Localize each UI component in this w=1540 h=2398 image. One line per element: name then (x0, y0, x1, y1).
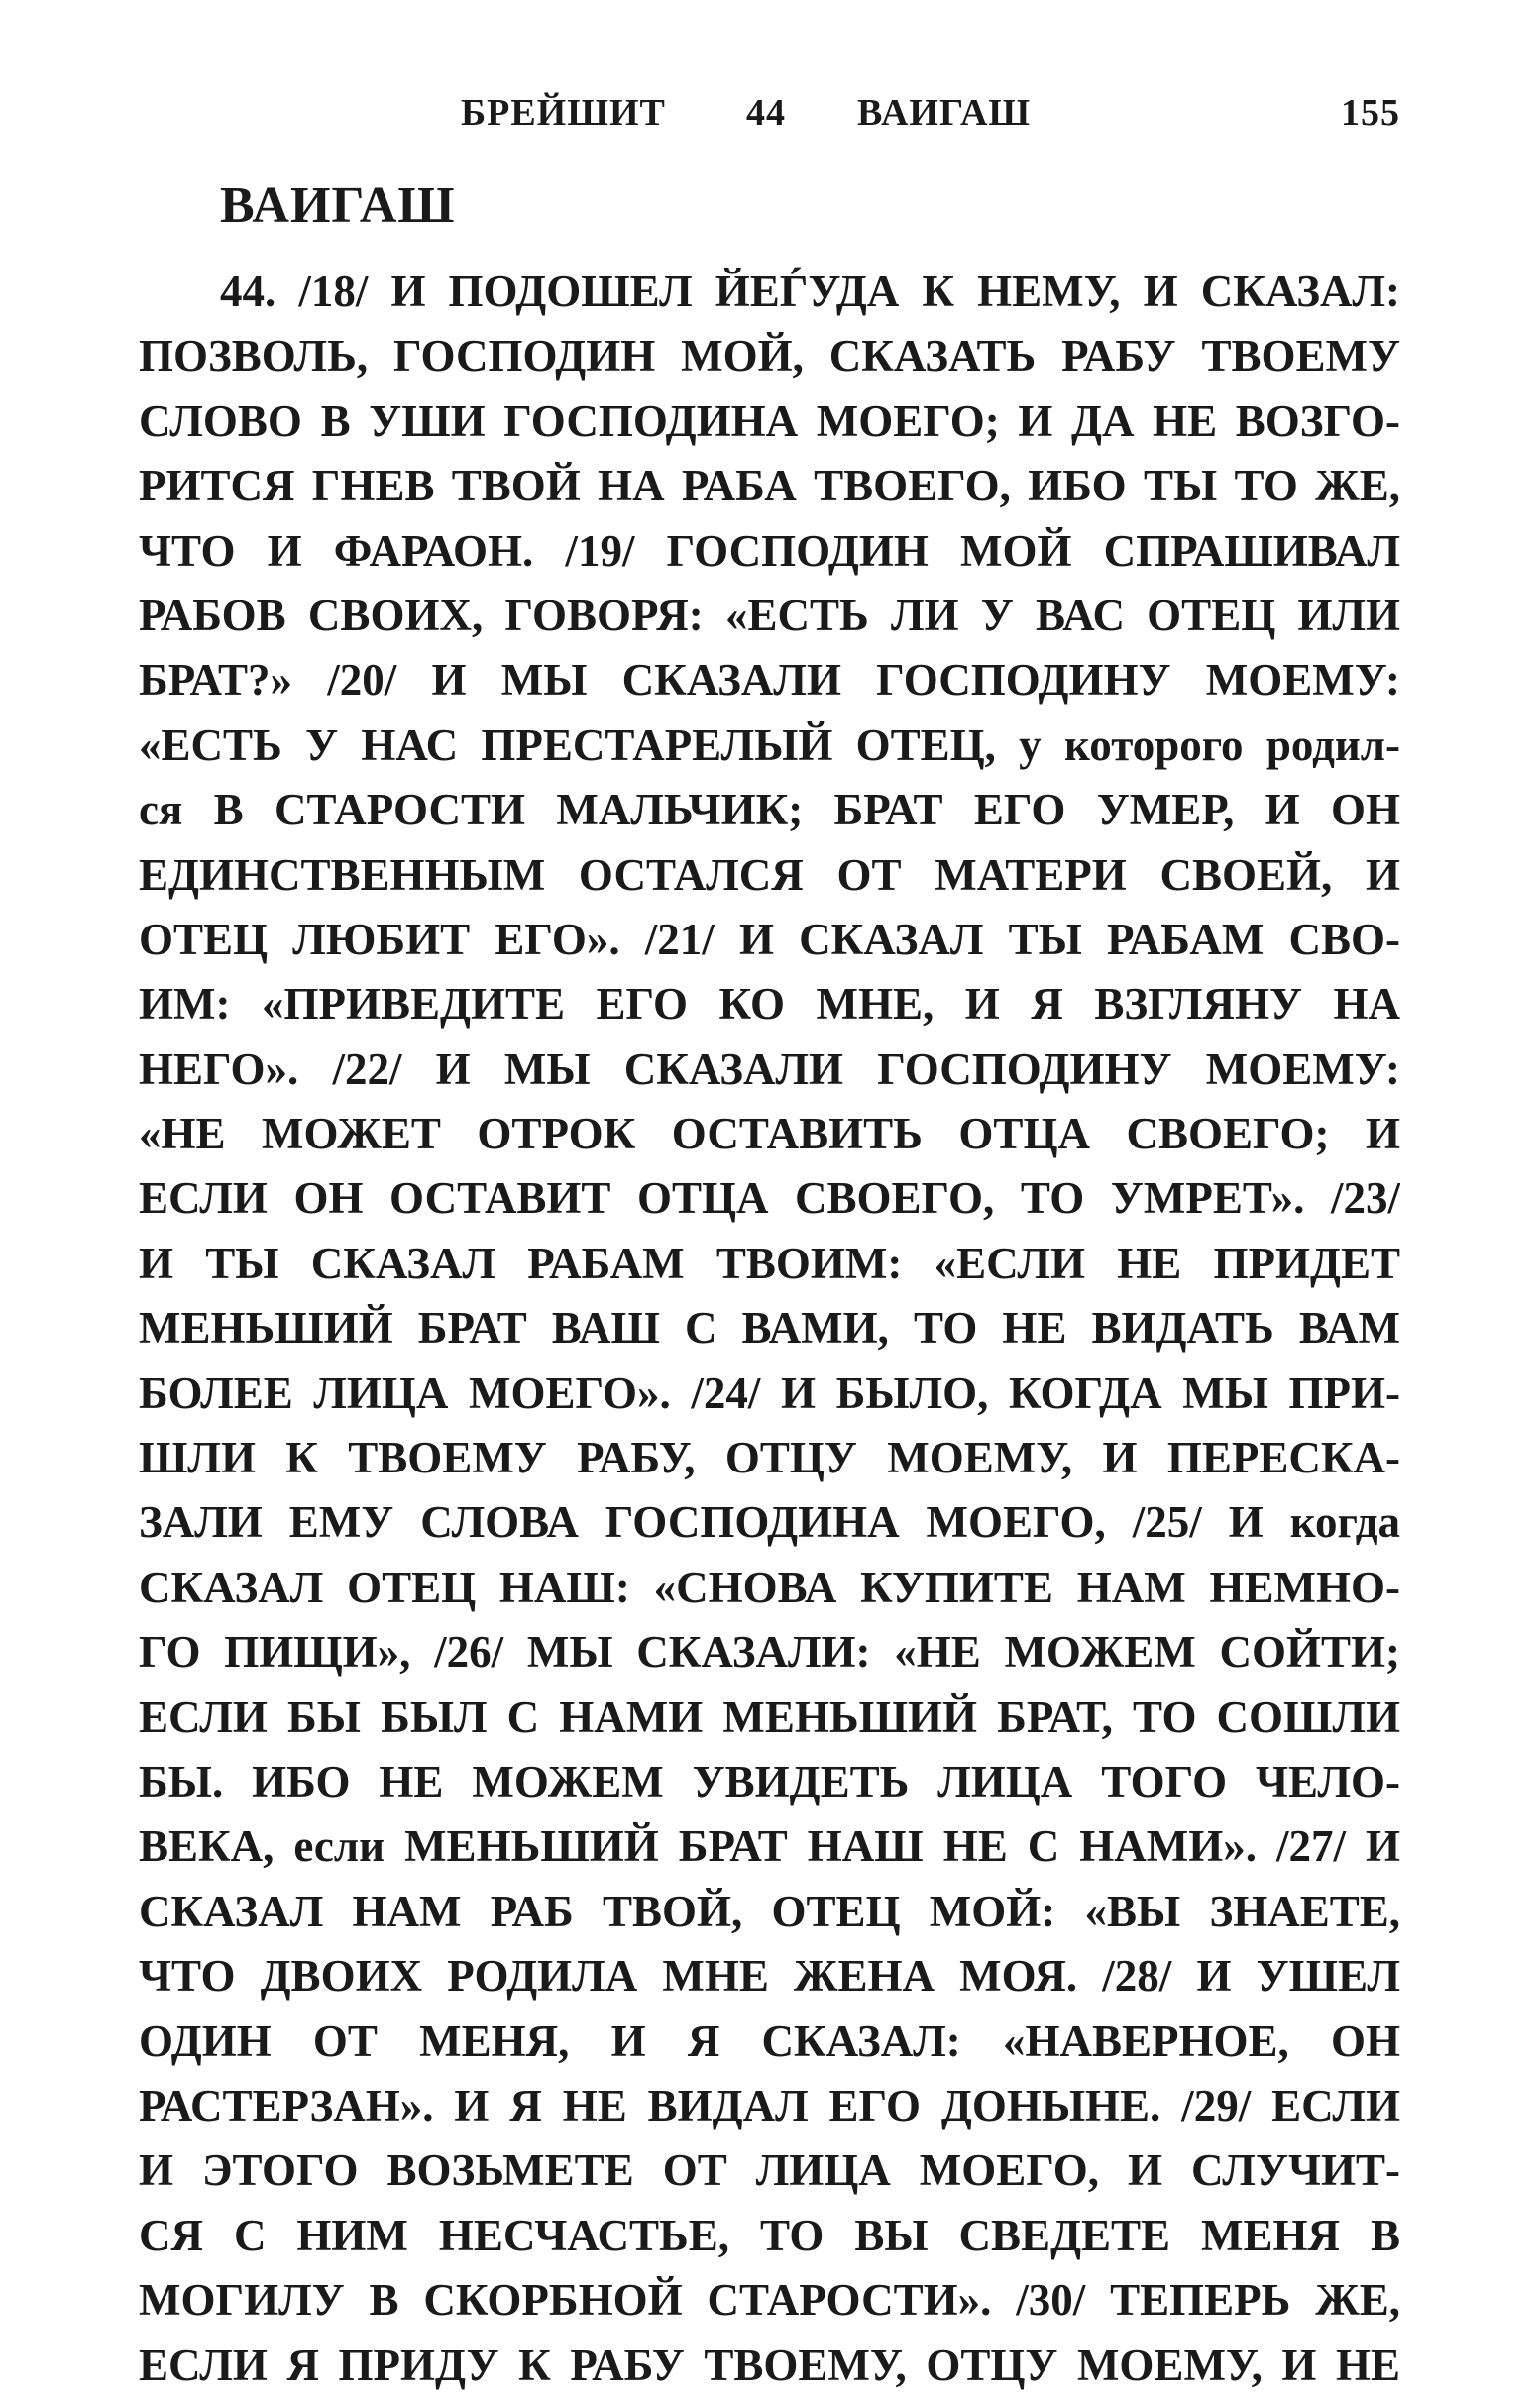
text-line: И ЭТОГО ВОЗЬМЕТЕ ОТ ЛИЦА МОЕГО, И СЛУЧИТ- (139, 2145, 1400, 2196)
text-line: И ТЫ СКАЗАЛ РАБАМ ТВОИМ: «ЕСЛИ НЕ ПРИДЕТ (139, 1238, 1400, 1288)
text-line: СЯ С НИМ НЕСЧАСТЬЕ, ТО ВЫ СВЕДЕТЕ МЕНЯ В (139, 2210, 1400, 2260)
header-portion-title: ВАИГАШ (857, 92, 1032, 134)
text-line: СЛОВО В УШИ ГОСПОДИНА МОЕГО; И ДА НЕ ВОЗГО- (139, 395, 1400, 446)
text-line: ЕСЛИ БЫ БЫЛ С НАМИ МЕНЬШИЙ БРАТ, ТО СОШЛИ (139, 1691, 1400, 1742)
text-line: НЕГО». /22/ И МЫ СКАЗАЛИ ГОСПОДИНУ МОЕМУ: (139, 1043, 1400, 1094)
text-line: «НЕ МОЖЕТ ОТРОК ОСТАВИТЬ ОТЦА СВОЕГО; И (139, 1109, 1400, 1159)
text-line: РАСТЕРЗАН». И Я НЕ ВИДАЛ ЕГО ДОНЫНЕ. /29/ ЕСЛИ (139, 2080, 1400, 2130)
page-number: 155 (1341, 92, 1400, 134)
text-line: ОТЕЦ ЛЮБИТ ЕГО». /21/ И СКАЗАЛ ТЫ РАБАМ СВО- (139, 914, 1400, 964)
text-line: ВЕКА, если МЕНЬШИЙ БРАТ НАШ НЕ С НАМИ». /27/ И (139, 1821, 1400, 1872)
text-line: ЕДИНСТВЕННЫМ ОСТАЛСЯ ОТ МАТЕРИ СВОЕЙ, И (139, 849, 1400, 900)
running-header (461, 91, 1400, 141)
text-line: ПОЗВОЛЬ, ГОСПОДИН МОЙ, СКАЗАТЬ РАБУ ТВОЕМУ (139, 331, 1400, 382)
body-text (139, 260, 1400, 2398)
text-line: РИТСЯ ГНЕВ ТВОЙ НА РАБА ТВОЕГО, ИБО ТЫ ТО ЖЕ, (139, 461, 1400, 511)
text-line: ГО ПИЩИ», /26/ МЫ СКАЗАЛИ: «НЕ МОЖЕМ СОЙТИ; (139, 1627, 1400, 1678)
text-line: МЕНЬШИЙ БРАТ ВАШ С ВАМИ, ТО НЕ ВИДАТЬ ВАМ (139, 1303, 1400, 1354)
header-chapter-number: 44 (746, 92, 786, 134)
section-heading: ВАИГАШ (220, 177, 456, 234)
text-line: ШЛИ К ТВОЕМУ РАБУ, ОТЦУ МОЕМУ, И ПЕРЕСКА- (139, 1433, 1400, 1483)
text-line: ЕСЛИ Я ПРИДУ К РАБУ ТВОЕМУ, ОТЦУ МОЕМУ, И НЕ (139, 2340, 1400, 2390)
text-line: БОЛЕЕ ЛИЦА МОЕГО». /24/ И БЫЛО, КОГДА МЫ ПРИ- (139, 1367, 1400, 1418)
text-line: 44. /18/ И ПОДОШЕЛ ЙЕЃУДА К НЕМУ, И СКАЗАЛ: (220, 267, 1400, 316)
text-line: СКАЗАЛ ОТЕЦ НАШ: «СНОВА КУПИТЕ НАМ НЕМНО- (139, 1562, 1400, 1612)
text-line: ЗАЛИ ЕМУ СЛОВА ГОСПОДИНА МОЕГО, /25/ И когда (139, 1497, 1400, 1548)
text-line: БЫ. ИБО НЕ МОЖЕМ УВИДЕТЬ ЛИЦА ТОГО ЧЕЛО- (139, 1756, 1400, 1806)
text-line: ЧТО ДВОИХ РОДИЛА МНЕ ЖЕНА МОЯ. /28/ И УШЕЛ (139, 1951, 1400, 2002)
text-line: ОДИН ОТ МЕНЯ, И Я СКАЗАЛ: «НАВЕРНОЕ, ОН (139, 2016, 1400, 2066)
text-line: ЕСЛИ ОН ОСТАВИТ ОТЦА СВОЕГО, ТО УМРЕТ». /23/ (139, 1173, 1400, 1224)
text-line: СКАЗАЛ НАМ РАБ ТВОЙ, ОТЕЦ МОЙ: «ВЫ ЗНАЕТЕ, (139, 1886, 1400, 1936)
text-line: ИМ: «ПРИВЕДИТЕ ЕГО КО МНЕ, И Я ВЗГЛЯНУ НА (139, 979, 1400, 1030)
header-book-title: БРЕЙШИТ (461, 92, 666, 134)
text-line: РАБОВ СВОИХ, ГОВОРЯ: «ЕСТЬ ЛИ У ВАС ОТЕЦ ИЛИ (139, 590, 1400, 640)
text-line: ЧТО И ФАРАОН. /19/ ГОСПОДИН МОЙ СПРАШИВАЛ (139, 525, 1400, 576)
text-line: «ЕСТЬ У НАС ПРЕСТАРЕЛЫЙ ОТЕЦ, у которого родил- (139, 719, 1400, 770)
text-line: МОГИЛУ В СКОРБНОЙ СТАРОСТИ». /30/ ТЕПЕРЬ ЖЕ, (139, 2275, 1400, 2326)
text-line: БРАТ?» /20/ И МЫ СКАЗАЛИ ГОСПОДИНУ МОЕМУ: (139, 655, 1400, 706)
text-line: ся В СТАРОСТИ МАЛЬЧИК; БРАТ ЕГО УМЕР, И ОН (139, 785, 1400, 835)
